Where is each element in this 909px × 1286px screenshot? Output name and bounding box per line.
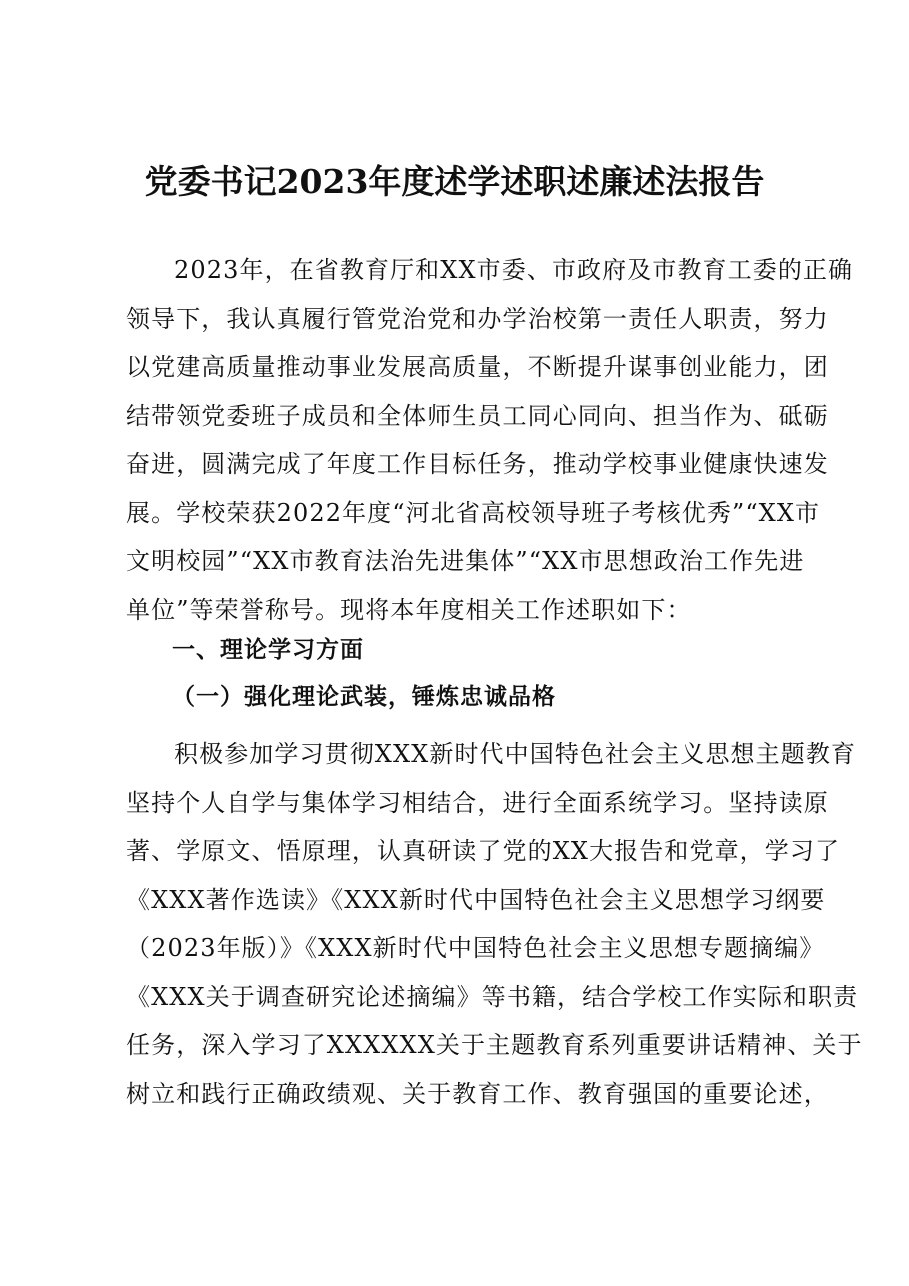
paragraph-line: 树立和践行正确政绩观、关于教育工作、教育强国的重要论述，	[126, 1079, 829, 1108]
paragraph-line: 坚持个人自学与集体学习相结合，进行全面系统学习。坚持读原	[126, 788, 829, 817]
paragraph-line: 《XXX著作选读》《XXX新时代中国特色社会主义思想学习纲要	[126, 885, 826, 914]
subsection-heading: （一）强化理论武装，锤炼忠诚品格	[172, 683, 556, 710]
paragraph-line: 展。学校荣获2022年度“河北省高校领导班子考核优秀”“XX市	[126, 498, 821, 527]
paragraph-line: 以党建高质量推动事业发展高质量，不断提升谋事创业能力，团	[126, 353, 829, 381]
paragraph-line: （2023年版）》《XXX新时代中国特色社会主义思想专题摘编》	[126, 934, 825, 962]
study-paragraph	[126, 730, 863, 1118]
paragraph-line: 积极参加学习贯彻XXX新时代中国特色社会主义思想主题教育	[174, 740, 857, 768]
paragraph-line: 任务，深入学习了XXXXXX关于主题教育系列重要讲话精神、关于	[126, 1031, 863, 1059]
intro-paragraph	[126, 246, 854, 634]
paragraph-line: 《XXX关于调查研究论述摘编》等书籍，结合学校工作实际和职责	[126, 982, 859, 1011]
section-heading: 一、理论学习方面	[172, 637, 364, 663]
document-title: 党委书记2023年度述学述职述廉述法报告	[144, 162, 765, 201]
paragraph-line: 2023年，在省教育厅和XX市委、市政府及市教育工委的正确	[174, 256, 854, 284]
paragraph-line: 著、学原文、悟原理，认真研读了党的XX大报告和党章，学习了	[126, 837, 841, 865]
paragraph-line: 领导下，我认真履行管党治党和办学治校第一责任人职责，努力	[126, 304, 829, 333]
paragraph-line: 奋进，圆满完成了年度工作目标任务，推动学校事业健康快速发	[126, 450, 829, 478]
paragraph-line: 单位”等荣誉称号。现将本年度相关工作述职如下：	[126, 595, 692, 624]
paragraph-line: 文明校园”“XX市教育法治先进集体”“XX市思想政治工作先进	[126, 547, 805, 575]
paragraph-line: 结带领党委班子成员和全体师生员工同心同向、担当作为、砥砺	[126, 401, 829, 430]
